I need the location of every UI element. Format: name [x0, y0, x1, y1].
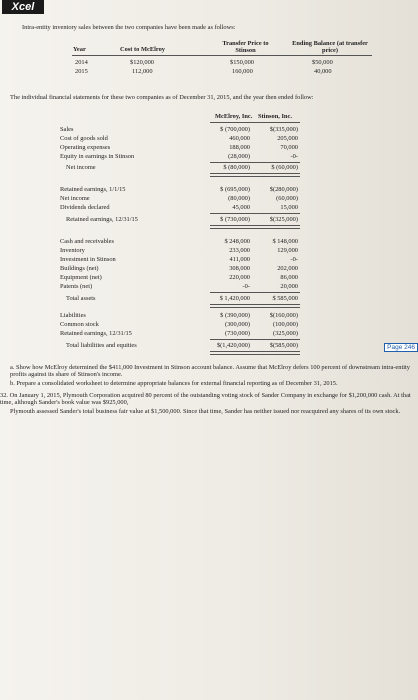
row-value-stinson: $ 585,000	[272, 295, 298, 302]
row-label: Net income	[60, 195, 90, 202]
header-stinson: Stinson, Inc.	[258, 113, 292, 120]
row-value-stinson: -0-	[290, 256, 298, 263]
row-value-mcelroy: $ (390,000)	[220, 312, 250, 319]
row-label: Cost of goods sold	[60, 135, 108, 142]
row-value-stinson: -0-	[290, 153, 298, 160]
row-value-mcelroy: 45,000	[232, 204, 250, 211]
brand-logo: Xcel	[2, 0, 44, 14]
inv-row-year: 2014	[75, 59, 88, 66]
row-label: Retained earnings, 12/31/15	[66, 216, 138, 223]
row-value-mcelroy: 411,000	[229, 256, 250, 263]
inv-row-ending: $50,000	[312, 59, 333, 66]
row-label: Buildings (net)	[60, 265, 99, 272]
row-value-stinson: 15,000	[280, 204, 298, 211]
row-value-stinson: (100,000)	[272, 321, 298, 328]
row-label: Inventory	[60, 247, 85, 254]
row-value-mcelroy: (80,000)	[228, 195, 250, 202]
header-rule	[210, 122, 300, 123]
row-label: Liabilities	[60, 312, 86, 319]
row-value-mcelroy: (730,000)	[224, 330, 250, 337]
row-value-mcelroy: 460,000	[229, 135, 250, 142]
row-label: Cash and receivables	[60, 238, 114, 245]
row-label: Equipment (net)	[60, 274, 102, 281]
row-label: Total liabilities and equities	[66, 342, 137, 349]
row-value-stinson: 129,000	[277, 247, 298, 254]
subtotal-rule	[210, 292, 300, 293]
inv-row-cost: 112,000	[132, 68, 153, 75]
row-label: Sales	[60, 126, 74, 133]
statements-intro: The individual financial statements for these two companies as of December 31, 2015, and the year then ended follow:	[10, 94, 314, 101]
row-value-stinson: $ (60,000)	[271, 164, 298, 171]
page-reference-badge: Page 246	[384, 343, 418, 352]
row-value-stinson: $(160,000)	[269, 312, 298, 319]
total-rule	[210, 225, 300, 229]
row-value-mcelroy: $ (695,000)	[220, 186, 250, 193]
total-rule	[210, 304, 300, 308]
row-label: Dividends declared	[60, 204, 110, 211]
row-value-stinson: (325,000)	[272, 330, 298, 337]
subtotal-rule	[210, 213, 300, 214]
inv-row-transfer: $150,000	[230, 59, 254, 66]
instruction-b: b. Prepare a consolidated worksheet to determine appropriate balances for external financial reporting as of December 31, 2015.	[10, 380, 338, 387]
inv-row-cost: $120,000	[130, 59, 154, 66]
inv-header-year: Year	[73, 46, 86, 53]
row-value-stinson: 86,000	[280, 274, 298, 281]
row-label: Patents (net)	[60, 283, 93, 290]
row-value-mcelroy: $ 248,000	[224, 238, 250, 245]
problem-32-line-2: Plymouth assessed Sander's total business fair value at $1,500,000. Since that time, Sander has neither issued nor reacquired any shares of its own stock.	[10, 408, 401, 415]
total-rule	[210, 351, 300, 355]
row-label: Retained earnings, 12/31/15	[60, 330, 132, 337]
row-label: Net income	[66, 164, 96, 171]
row-value-stinson: 70,000	[280, 144, 298, 151]
row-value-stinson: $(335,000)	[269, 126, 298, 133]
row-value-stinson: $(325,000)	[269, 216, 298, 223]
row-value-mcelroy: (300,000)	[224, 321, 250, 328]
row-label: Investment in Stinson	[60, 256, 116, 263]
row-value-stinson: 202,000	[277, 265, 298, 272]
row-label: Equity in earnings in Stinson	[60, 153, 135, 160]
row-value-stinson: (60,000)	[276, 195, 298, 202]
subtotal-rule	[210, 162, 300, 163]
row-value-mcelroy: 188,000	[229, 144, 250, 151]
row-label: Operating expenses	[60, 144, 111, 151]
row-value-mcelroy: $ (80,000)	[223, 164, 250, 171]
row-label: Common stock	[60, 321, 99, 328]
row-value-mcelroy: 233,000	[229, 247, 250, 254]
row-label: Retained earnings, 1/1/15	[60, 186, 126, 193]
row-value-mcelroy: $ 1,420,000	[219, 295, 250, 302]
problem-32-line-1: 32. On January 1, 2015, Plymouth Corporation acquired 80 percent of the outstanding voting stock of Sander Company in exchange for $1,200,000 cash. At that time, although Sander's book value was $925,000,	[0, 392, 411, 406]
row-value-mcelroy: $(1,420,000)	[216, 342, 250, 349]
row-label: Total assets	[66, 295, 96, 302]
row-value-stinson: $(280,000)	[269, 186, 298, 193]
row-value-mcelroy: 220,000	[229, 274, 250, 281]
row-value-stinson: 205,000	[277, 135, 298, 142]
row-value-stinson: 20,000	[280, 283, 298, 290]
inv-row-year: 2015	[75, 68, 88, 75]
row-value-mcelroy: -0-	[242, 283, 250, 290]
row-value-stinson: $(585,000)	[269, 342, 298, 349]
intro-text: Intra-entity inventory sales between the two companies have been made as follows:	[22, 24, 236, 31]
row-value-mcelroy: $ (730,000)	[220, 216, 250, 223]
instruction-a: a. Show how McElroy determined the $411,000 Investment in Stinson account balance. Assume that McElroy defers 100 percent of downstream intra-entity profits against its share of Stinson's income.	[10, 364, 410, 378]
row-value-mcelroy: (28,000)	[228, 153, 250, 160]
row-value-mcelroy: $ (700,000)	[220, 126, 250, 133]
row-value-mcelroy: 308,000	[229, 265, 250, 272]
inv-header-transfer: Transfer Price to Stinson	[222, 40, 269, 54]
inv-row-transfer: 160,000	[232, 68, 253, 75]
subtotal-rule	[210, 339, 300, 340]
row-value-stinson: $ 148,000	[272, 238, 298, 245]
inv-header-cost: Cost to McElroy	[120, 46, 165, 53]
inv-row-ending: 40,000	[314, 68, 332, 75]
total-rule	[210, 173, 300, 177]
inv-header-ending: Ending Balance (at transfer price)	[292, 40, 368, 54]
header-mcelroy: McElroy, Inc.	[215, 113, 253, 120]
inv-header-rule	[72, 55, 372, 56]
